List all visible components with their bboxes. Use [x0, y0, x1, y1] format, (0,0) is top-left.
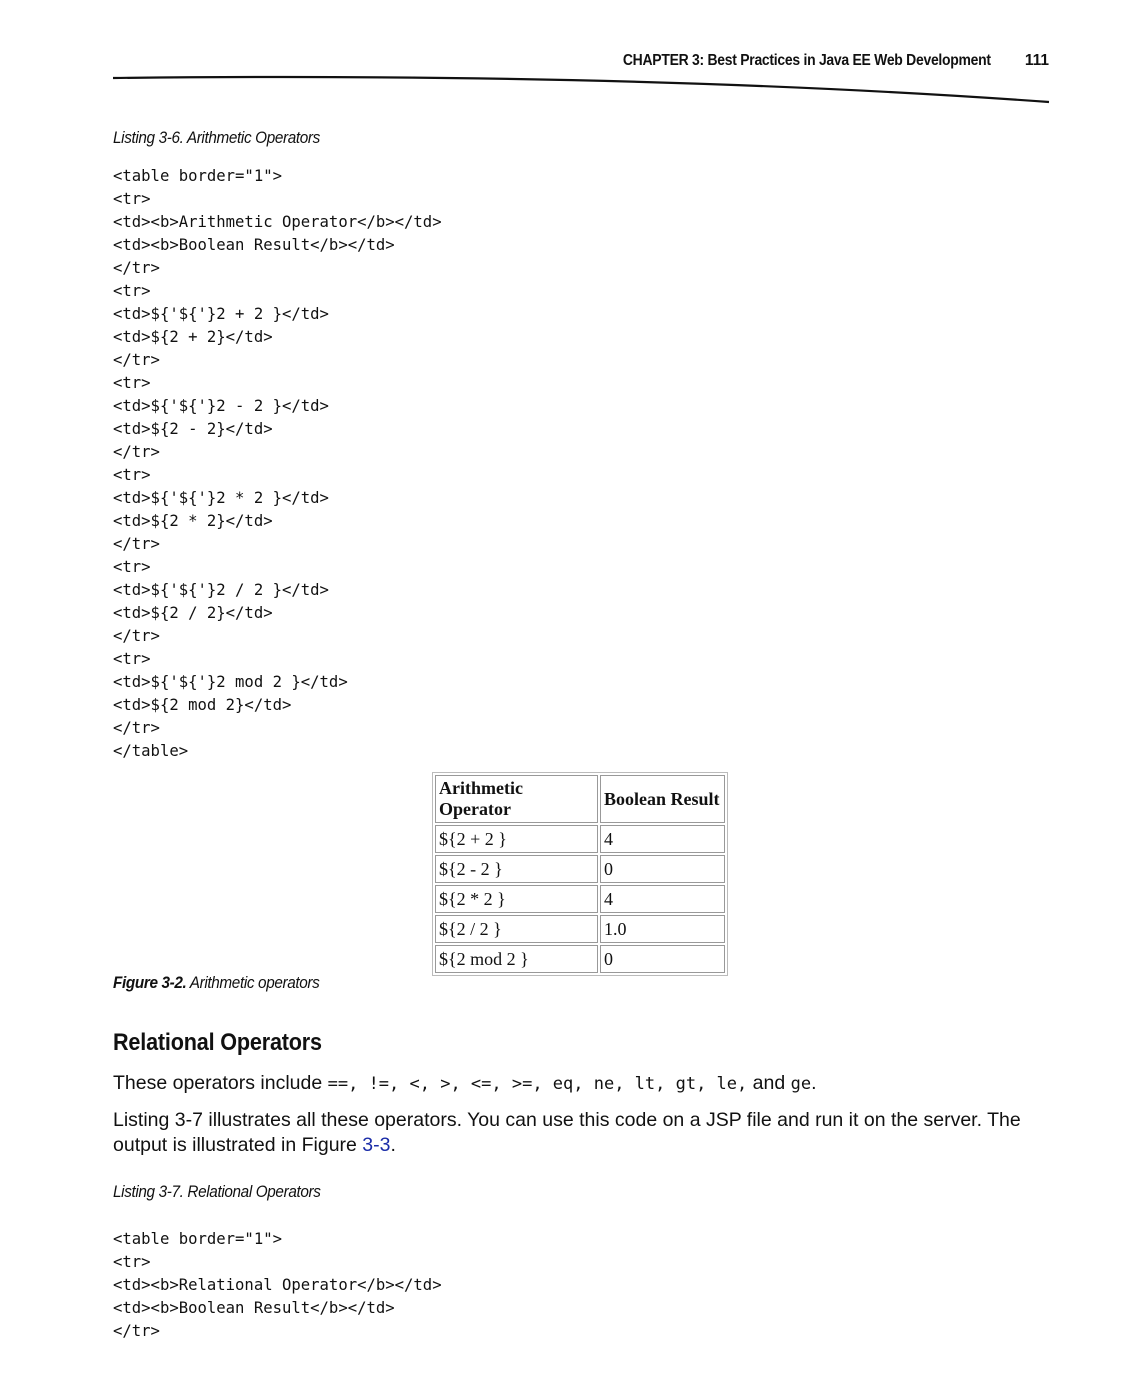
table-header-cell: Boolean Result [600, 775, 725, 823]
table-cell: 0 [600, 855, 725, 883]
figure-3-3-link[interactable]: 3-3 [362, 1134, 391, 1156]
listing-3-6-code: <table border="1"> <tr> <td><b>Arithmetic Operator</b></td> <td><b>Boolean Result</b></td> </tr> <tr> <td>${'${'}2 + 2 }</td> <td>${2 + 2}</td> </tr> <tr> <td>${'${'}2 - 2 }</td> <td>${2 - 2}</td> </tr> <tr> <td>${'${'}2 * 2 }</td> <td>${2 * 2}</td> </tr> <tr> <td>${'${'}2 / 2 }</td> <td>${2 / 2}</td> </tr> <tr> <td>${'${'}2 mod 2 }</td> <td>${2 mod 2}</td> </tr> </table> [113, 167, 442, 760]
paragraph-text: . [811, 1072, 817, 1094]
table-row [435, 825, 725, 853]
arithmetic-operators-table [432, 772, 728, 976]
table-cell: 4 [600, 885, 725, 913]
figure-3-2-caption [113, 973, 319, 993]
table-cell: ${2 mod 2 } [435, 945, 598, 973]
table-cell: 4 [600, 825, 725, 853]
paragraph-text: Listing 3-7 illustrates all these operators. You can use this code on a JSP file and run it on the server. The output is illustrated in Figure [113, 1109, 1021, 1156]
section-heading: Relational Operators [113, 1029, 322, 1056]
paragraph-text: and [747, 1072, 791, 1094]
figure-caption-text: Arithmetic operators [189, 973, 320, 992]
table-row [435, 855, 725, 883]
table-header-cell: Arithmetic Operator [435, 775, 598, 823]
table-cell: ${2 / 2 } [435, 915, 598, 943]
paragraph-operators-list [113, 1071, 1073, 1097]
operators-code-text: ==, !=, <, >, <=, >=, eq, ne, lt, gt, le, [327, 1074, 748, 1094]
listing-3-7-code: <table border="1"> <tr> <td><b>Relational Operator</b></td> <td><b>Boolean Result</b></td> </tr> [113, 1230, 442, 1340]
table-header-row [435, 775, 725, 823]
header-rule [113, 72, 1050, 112]
table-cell: ${2 + 2 } [435, 825, 598, 853]
table-cell: 1.0 [600, 915, 725, 943]
paragraph-text: . [390, 1134, 396, 1156]
paragraph-text: These operators include [113, 1072, 328, 1094]
running-header [113, 52, 1049, 74]
listing-3-6-caption: Listing 3-6. Arithmetic Operators [113, 128, 320, 147]
paragraph-listing-intro [113, 1108, 1073, 1158]
table-cell: 0 [600, 945, 725, 973]
figure-caption-label: Figure 3-2. [113, 973, 187, 992]
table-row [435, 885, 725, 913]
page-number: 111 [1024, 52, 1049, 69]
listing-3-7-caption: Listing 3-7. Relational Operators [113, 1182, 321, 1201]
table-row [435, 945, 725, 973]
table-cell: ${2 - 2 } [435, 855, 598, 883]
chapter-title: CHAPTER 3: Best Practices in Java EE Web Development [623, 52, 991, 69]
operator-ge-code: ge [790, 1074, 812, 1094]
table-cell: ${2 * 2 } [435, 885, 598, 913]
table-row [435, 915, 725, 943]
